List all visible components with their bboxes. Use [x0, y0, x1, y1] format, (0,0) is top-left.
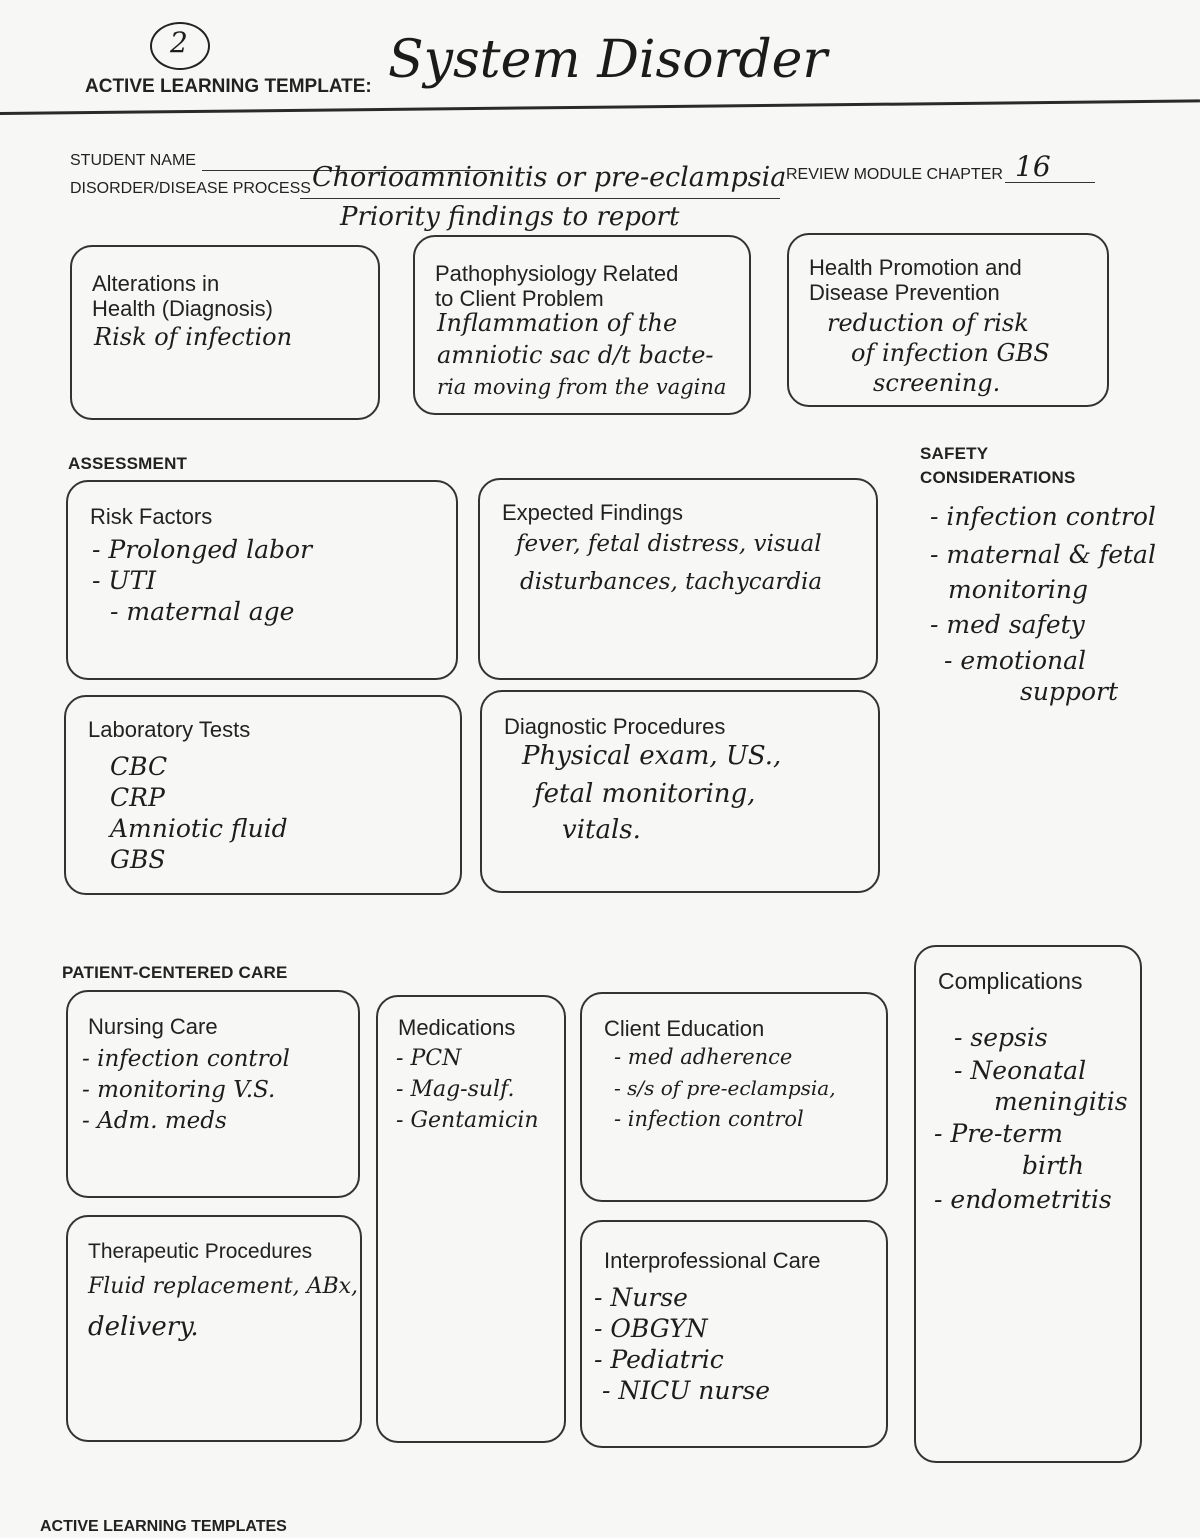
- therapeutic-procedures-title: Therapeutic Procedures: [88, 1240, 313, 1263]
- list-item: - Neonatal: [954, 1056, 1087, 1085]
- health-promotion-line-2: of infection GBS: [851, 339, 1050, 367]
- health-promotion-title: Health Promotion and Disease Prevention: [809, 255, 1022, 305]
- list-item: - Nurse: [594, 1282, 770, 1313]
- list-item: - Mag-sulf.: [396, 1074, 539, 1105]
- list-item: - monitoring V.S.: [82, 1075, 290, 1106]
- disorder-line: [300, 198, 780, 199]
- client-education-box: [580, 992, 888, 1202]
- review-module-label: REVIEW MODULE CHAPTER: [786, 166, 1003, 183]
- pathophysiology-box: [413, 235, 751, 415]
- medications-list: [396, 1043, 539, 1136]
- list-item: CRP: [110, 783, 165, 812]
- client-education-list: [614, 1042, 836, 1135]
- laboratory-tests-list: [110, 751, 288, 875]
- disorder-label: DISORDER/DISEASE PROCESS: [70, 180, 311, 197]
- nursing-care-title: Nursing Care: [88, 1014, 218, 1039]
- list-item: CBC: [110, 752, 168, 781]
- footer-label: ACTIVE LEARNING TEMPLATES: [40, 1518, 287, 1535]
- list-item: - emotional: [944, 646, 1087, 675]
- expected-findings-box: [478, 478, 878, 680]
- diagnostic-procedures-line-1: Physical exam, US.,: [522, 741, 782, 771]
- risk-factors-box: [66, 480, 458, 680]
- list-item: - infection control: [82, 1044, 290, 1075]
- list-item: - s/s of pre-eclampsia,: [614, 1073, 836, 1104]
- nursing-care-list: [82, 1044, 290, 1137]
- interprofessional-care-list: [594, 1282, 770, 1406]
- complications-box: [914, 945, 1142, 1463]
- health-promotion-box: [787, 233, 1109, 407]
- therapeutic-procedures-line-2: delivery.: [88, 1312, 199, 1342]
- therapeutic-procedures-box: [66, 1215, 362, 1442]
- list-item: - maternal & fetal: [930, 540, 1156, 569]
- interprofessional-care-box: [580, 1220, 888, 1448]
- list-item: - endometritis: [934, 1185, 1112, 1214]
- page-number: 2: [170, 26, 188, 59]
- list-item: - infection control: [930, 502, 1156, 531]
- list-item: meningitis: [994, 1087, 1128, 1116]
- patient-centered-care-label: PATIENT-CENTERED CARE: [62, 963, 288, 982]
- list-item: - OBGYN: [594, 1313, 770, 1344]
- list-item: - UTI: [92, 565, 312, 596]
- list-item: GBS: [110, 845, 166, 874]
- complications-title: Complications: [938, 968, 1083, 994]
- risk-factors-title: Risk Factors: [90, 504, 213, 529]
- list-item: birth: [1022, 1151, 1085, 1180]
- diagnostic-procedures-line-3: vitals.: [562, 815, 641, 845]
- template-label: ACTIVE LEARNING TEMPLATE:: [85, 76, 372, 97]
- therapeutic-procedures-line-1: Fluid replacement, ABx,: [88, 1274, 359, 1299]
- expected-findings-line-1: fever, fetal distress, visual: [516, 531, 822, 557]
- list-item: monitoring: [948, 575, 1089, 604]
- medications-box: [376, 995, 566, 1443]
- health-promotion-line-1: reduction of risk: [827, 309, 1029, 337]
- pathophysiology-line-1: Inflammation of the: [437, 309, 678, 337]
- pathophysiology-line-3: ria moving from the vagina: [437, 375, 727, 399]
- medications-title: Medications: [398, 1015, 516, 1040]
- diagnostic-procedures-title: Diagnostic Procedures: [504, 714, 726, 739]
- risk-factors-list: [92, 534, 312, 627]
- alterations-title: Alterations in Health (Diagnosis): [92, 271, 273, 321]
- safety-label: SAFETY CONSIDERATIONS: [920, 444, 1076, 487]
- interprofessional-care-title: Interprofessional Care: [604, 1248, 821, 1273]
- list-item: - Pediatric: [594, 1344, 770, 1375]
- template-title: System Disorder: [388, 30, 828, 90]
- disorder-value: Chorioamnionitis or pre-eclampsia: [312, 162, 787, 193]
- alterations-content: Risk of infection: [94, 323, 293, 351]
- pathophysiology-title: Pathophysiology Related to Client Problem: [435, 261, 679, 311]
- expected-findings-title: Expected Findings: [502, 500, 683, 525]
- header-rule: [0, 99, 1200, 115]
- laboratory-tests-box: [64, 695, 462, 895]
- list-item: Amniotic fluid: [110, 814, 288, 843]
- nursing-care-box: [66, 990, 360, 1198]
- client-education-title: Client Education: [604, 1016, 765, 1041]
- pathophysiology-line-2: amniotic sac d/t bacte-: [437, 341, 714, 369]
- laboratory-tests-title: Laboratory Tests: [88, 717, 251, 742]
- review-module-value: 16: [1015, 150, 1051, 183]
- alterations-box: [70, 245, 380, 420]
- student-name-label: STUDENT NAME: [70, 152, 196, 169]
- list-item: - Adm. meds: [82, 1106, 290, 1137]
- list-item: - Pre-term: [934, 1119, 1063, 1148]
- list-item: - sepsis: [954, 1023, 1048, 1052]
- list-item: - med safety: [930, 610, 1085, 639]
- expected-findings-line-2: disturbances, tachycardia: [520, 569, 823, 595]
- diagnostic-procedures-box: [480, 690, 880, 893]
- disorder-note: Priority findings to report: [340, 202, 680, 232]
- diagnostic-procedures-line-2: fetal monitoring,: [534, 779, 756, 809]
- list-item: - infection control: [614, 1104, 836, 1135]
- list-item: - PCN: [396, 1043, 539, 1074]
- list-item: - maternal age: [92, 596, 312, 627]
- health-promotion-line-3: screening.: [873, 369, 1001, 397]
- list-item: - NICU nurse: [594, 1375, 770, 1406]
- safety-list: [930, 498, 1156, 706]
- list-item: - med adherence: [614, 1042, 836, 1073]
- assessment-section-label: ASSESSMENT: [68, 454, 188, 473]
- list-item: - Gentamicin: [396, 1105, 539, 1136]
- list-item: support: [1020, 677, 1118, 706]
- list-item: - Prolonged labor: [92, 534, 312, 565]
- complications-list: [934, 1021, 1128, 1219]
